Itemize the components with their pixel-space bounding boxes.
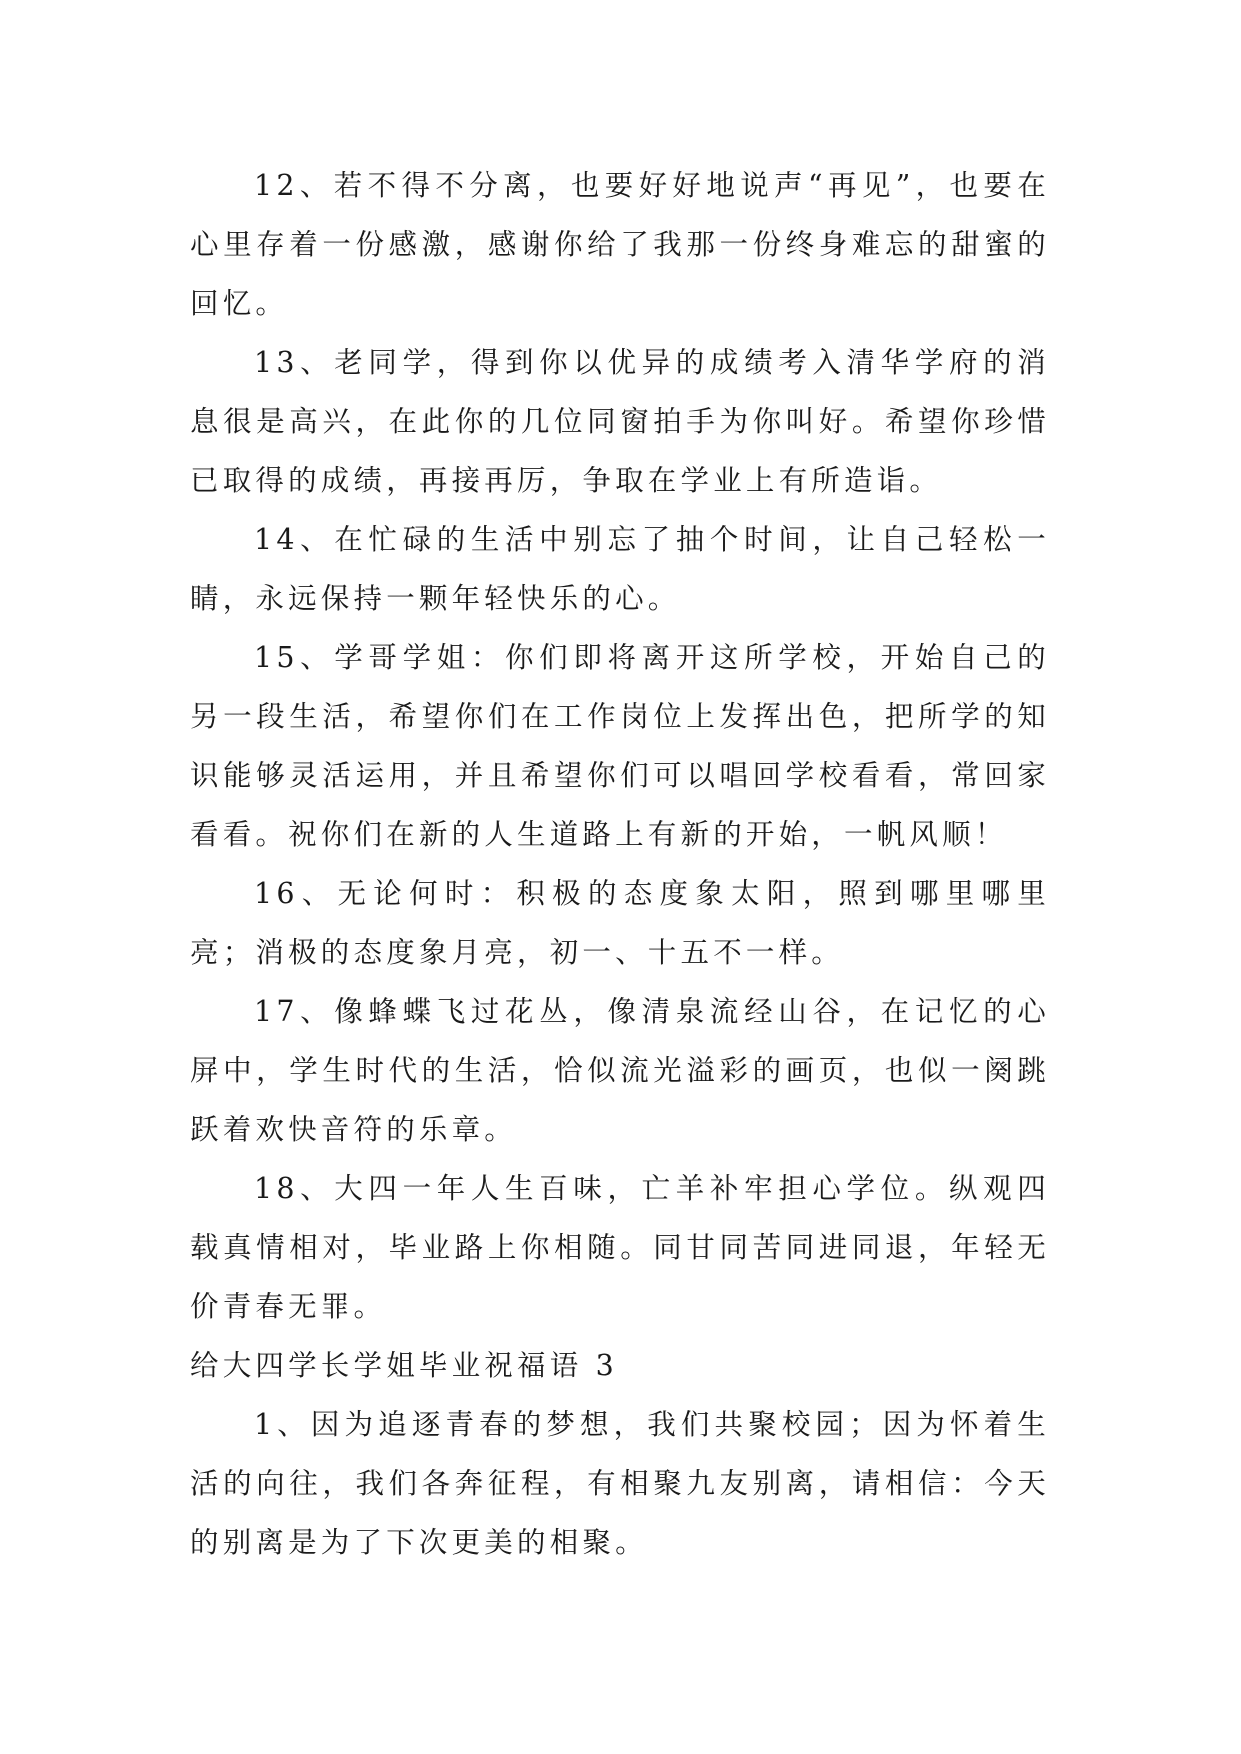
section-paragraph-1: 1、因为追逐青春的梦想，我们共聚校园；因为怀着生活的向往，我们各奔征程，有相聚九友别离，请相信：今天的别离是为了下次更美的相聚。 (190, 1408, 1050, 1559)
paragraph-18: 18、大四一年人生百味，亡羊补牢担心学位。纵观四载真情相对，毕业路上你相随。同甘同苦同进同退，年轻无价青春无罪。 (190, 1172, 1050, 1323)
paragraph-14: 14、在忙碌的生活中别忘了抽个时间，让自己轻松一睛，永远保持一颗年轻快乐的心。 (190, 523, 1050, 615)
document-page (190, 156, 1050, 1572)
paragraph-15: 15、学哥学姐：你们即将离开这所学校，开始自己的另一段生活，希望你们在工作岗位上发挥出色，把所学的知识能够灵活运用，并且希望你们可以唱回学校看看，常回家看看。祝你们在新的人生道路上有新的开始，一帆风顺！ (190, 641, 1050, 851)
paragraph-17: 17、像蜂蝶飞过花丛，像清泉流经山谷，在记忆的心屏中，学生时代的生活，恰似流光溢彩的画页，也似一阕跳跃着欢快音符的乐章。 (190, 995, 1050, 1146)
paragraph-12: 12、若不得不分离，也要好好地说声“再见”，也要在心里存着一份感激，感谢你给了我那一份终身难忘的甜蜜的回忆。 (190, 169, 1050, 320)
paragraph-13: 13、老同学，得到你以优异的成绩考入清华学府的消息很是高兴，在此你的几位同窗拍手为你叫好。希望你珍惜已取得的成绩，再接再厉，争取在学业上有所造诣。 (190, 346, 1050, 497)
section-heading: 给大四学长学姐毕业祝福语 3 (190, 1349, 618, 1382)
paragraph-16: 16、无论何时：积极的态度象太阳，照到哪里哪里亮；消极的态度象月亮，初一、十五不一样。 (190, 877, 1050, 969)
